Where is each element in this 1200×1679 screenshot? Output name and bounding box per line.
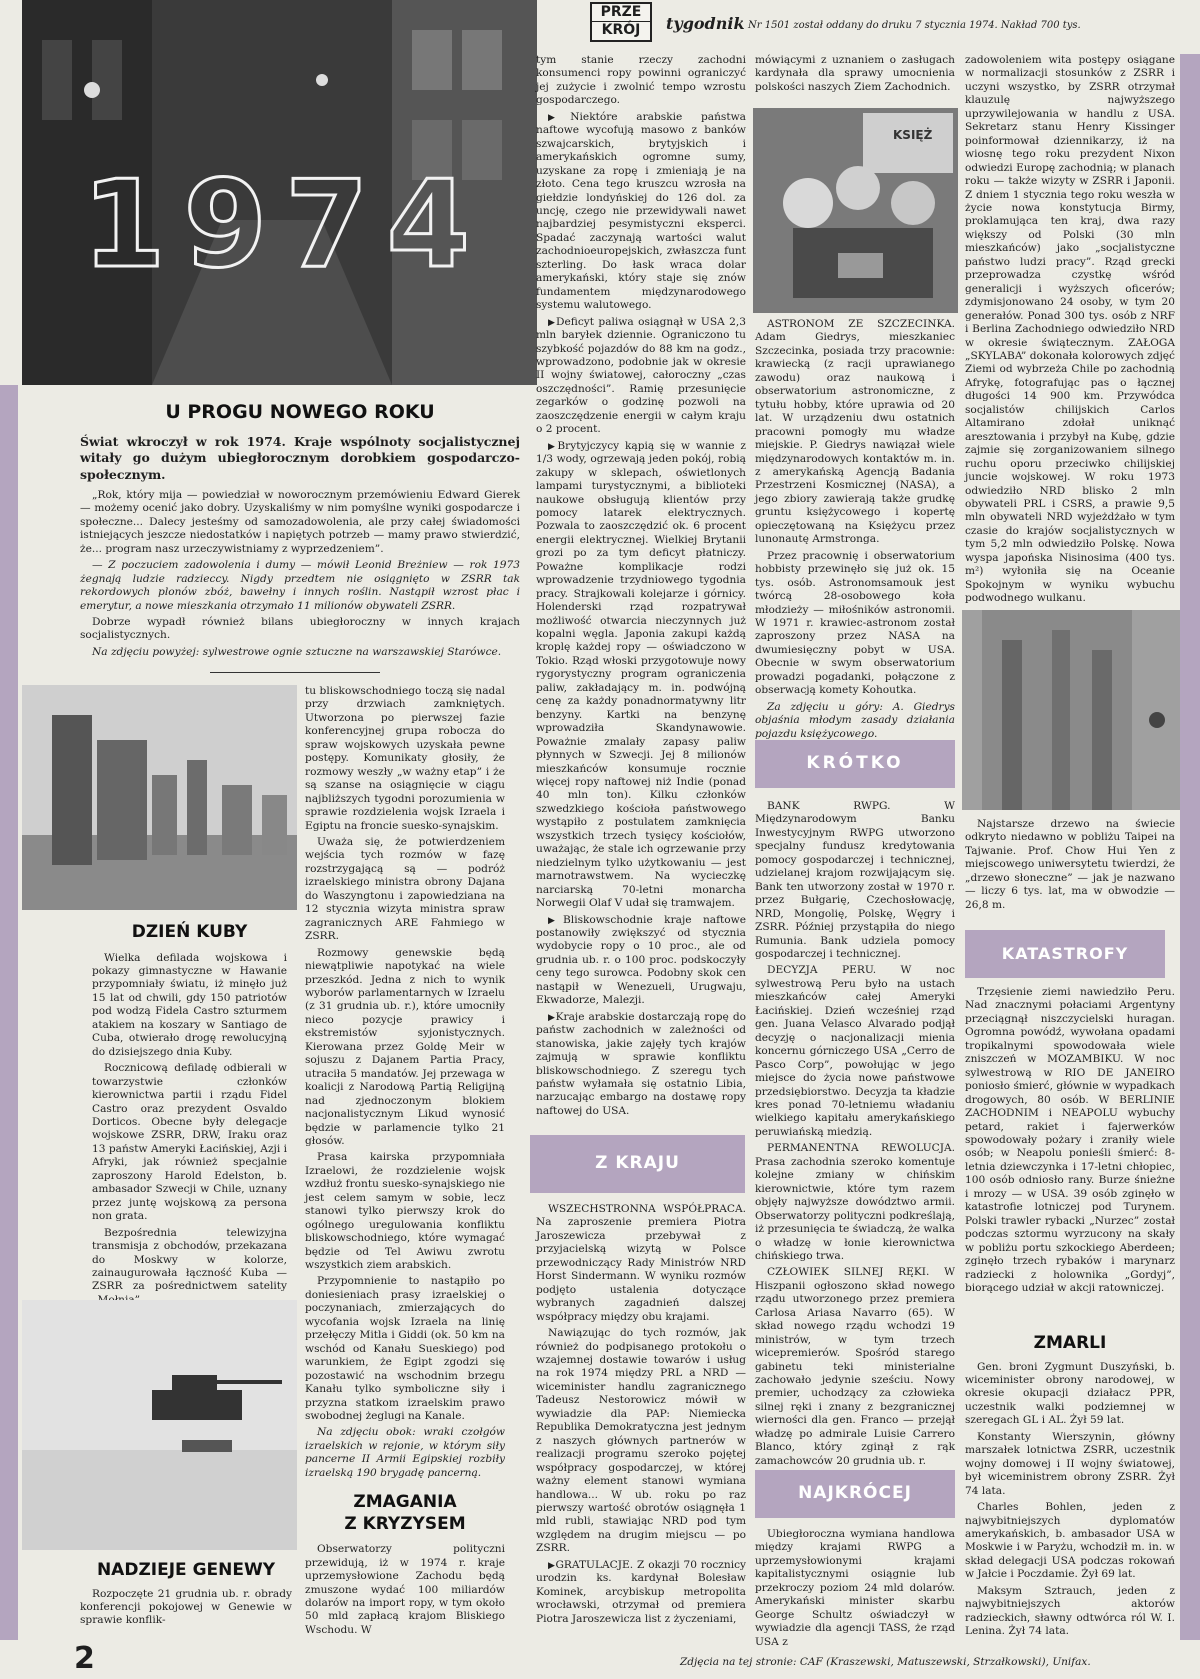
photo-fireworks-1974 <box>22 0 537 385</box>
z-kraju <box>536 1203 746 1640</box>
katastrofy <box>965 986 1175 1326</box>
zmarli-p1: Gen. broni Zygmunt Duszyński, b. wiceminister obrony narodowej, w okresie okupacji działacz PPR, uczestnik walki podziemnej w szeregach GL i AL. Żył 59 lat. <box>965 1360 1175 1427</box>
photo-havana <box>22 685 297 910</box>
krotko-label: KRÓTKO <box>806 753 904 774</box>
astronom-ze-szczecinka <box>755 318 955 740</box>
issue-line: Nr 1501 został oddany do druku 7 stycznia 1974. Nakład 700 tys. <box>748 20 1081 31</box>
main-article-title: U PROGU NOWEGO ROKU <box>165 401 435 423</box>
krotko-p4: CZŁOWIEK SILNEJ RĘKI. W Hiszpanii ogłoszono skład nowego rządu utworzonego przez premiera Carlosa Ariasa Navarro (65). W skład nowego rządu wchodzi 19 ministrów, w tym trzech wicepremierów. Spośród starego gabinetu teki ministerialne zachowało jedynie sześciu. Nowy premier, uchodzący za człowieka silnej ręki i znany z bezgranicznej wierności dla gen. Franco — przejął władzę po admirale Luisie Carrero Blanco, który zginął z rąk zamachowców 20 grudnia ub. r. <box>755 1266 955 1467</box>
katastrofy-band <box>965 930 1165 978</box>
krotko-p3: PERMANENTNA REWOLUCJA. Prasa zachodnia szeroko komentuje kolejne zmiany w chińskim kierownictwie, które tym razem objęły najwyższe dowództwo armii. Obserwatorzy polityczni podkreślają, iż przesunięcia te świadczą, że walka o władzę w łonie kierownictwa chińskiego trwa. <box>755 1142 955 1262</box>
masthead <box>540 0 1200 46</box>
page-number: 2 <box>74 1641 95 1676</box>
geneva-p2: Uważa się, że potwierdzeniem wejścia tych rozmów w fazę rozstrzygającą są — podróż izraelskiego ministra obrony Dajana do Waszyngtonu i zapowiedziana na 12 stycznia wizyta ministra spraw zagranicznych ARE Fahmiego w ZSRR. <box>305 835 505 943</box>
najkrocej-band <box>755 1470 955 1518</box>
geneva-p5: Przypomnienie to nastąpiło po doniesieniach prasy izraelskiej o poczynaniach, zmierzających do wycofania wojsk Izraela na linię przełęczy Mitla i Giddi (ok. 50 km na wschód od Kanału Sueskiego) pod warunkiem, że Egipt zgodzi się pozostawić na wschodnim brzegu Kanału tylko symboliczne siły i przyzna statkom izraelskim prawo swobodnej żeglugi na Kanale. <box>305 1275 505 1423</box>
col4-p2: ASTRONOM ZE SZCZECINKA. Adam Giedrys, mieszkaniec Szczecinka, posiada trzy pracownie: krawiecką (z racji uprawianego zawodu) oraz naukową i obserwatorium astronomiczne, z tytułu hobby, które uprawia od 20 lat. W urządzeniu dwu ostatnich pracowni pomogły mu władze miejskie. P. Giedrys nawiązał wiele międzynarodowych kontaktów m. in. z amerykańską Agencją Badania Przestrzeni Kosmicznej (NASA), a jego zbiory zawierają także grudkę gruntu księżycowego i kopertę opieczętowaną na Księżycu przez lunonautę Armstronga. <box>755 318 955 546</box>
najkrocej-label: NAJKRÓCEJ <box>798 1483 912 1504</box>
katastrofy-p1: Trzęsienie ziemi nawiedziło Peru. Nad znacznymi połaciami Argentyny przeciągnął niszczycielski huragan. Ogromna powódź, wywołana opadami tropikalnymi spowodowała wiele zniszczeń w MOZAMBIKU. W noc sylwestrową w RIO DE JANEIRO poniosło śmierć, głównie w wypadkach drogowych, 80 osób. W BERLINIE ZACHODNIM i NEAPOLU wybuchy petard, rakiet i fajerwerków spowodowały pożary i zraniły wiele osób; w Neapolu ponieśli śmierć: 8-letnia dziewczynka i 17-letni chłopiec, 100 osób odniosło rany. Burze śnieżne i mrozy — w USA. 39 osób zginęło w katastrofie lotniczej pod Turynem. Polski trawler rybacki „Nurzec” został podczas sztormu wyrzucony na skały w pobliżu portu szkockiego Aberdeen; zginęło trzech rybaków i marynarz radziecki z holownika „Gordyj”, biorącego udział w akcji ratowniczej. <box>965 986 1175 1294</box>
col3-p2: ▶ Niektóre arabskie państwa naftowe wycofują masowo z banków szwajcarskich, brytyjskich i amerykańskich ogromne sumy, uzyskane za ropę i zmieniają je na złoto. Cena tego kruszcu wzrosła na giełdzie londyńskiej do 126 dol. za uncję, czego nie przewidywali nawet najbardziej pesymistyczni eksperci. Spadać zaczynają wartości walut zachodnioeuropejskich, zwłaszcza funt szterling. Do łask wraca dolar amerykański, który staje się znów fundamentem międzynarodowego systemu walutowego. <box>536 111 746 313</box>
z-kraju-label: Z KRAJU <box>595 1153 680 1174</box>
tree-caption <box>965 818 1175 930</box>
tank-image <box>22 1300 297 1550</box>
photo-ancient-tree <box>962 610 1180 810</box>
fireworks-digits: 1974 <box>82 156 488 295</box>
col5-p1: zadowoleniem wita postępy osiągane w normalizacji stosunków z ZSRR i uczyni wszystko, by ZSRR otrzymał klauzulę najwyższego uprzywilejowania w handlu z USA. Sekretarz stanu Henry Kissinger poinformował dziennikarzy, iż na wiosnę tego roku prezydent Nixon odwiedzi Europę zachodnią; w planach roku — także wizyty w ZSRR i Japonii. Z dniem 1 stycznia tego roku weszła w życie nowa konstytucja Birmy, proklamująca ten kraj, dwa razy większy od Polski (30 mln mieszkańców) jako „socjalistyczne państwo ludzi pracy”. Rząd grecki przeprowadza czystkę wśród generalicji i wyższych oficerów; zdymisjonowano 24 osoby, w tym 20 generałów. Ponad 300 tys. osób z NRF i Berlina Zachodniego odwiedziło NRD w okresie świątecznym. ZAŁOGA „SKYLABA” dokonała kolorowych zdjęć Ziemi od wybrzeża Chile po zachodnią Afrykę, fotografując pas o łącznej długości 14 900 km. Przywódca socjalistów chilijskich Carlos Altamirano zdołał uniknąć aresztowania i przybył na Kubę, gdzie zajmie się zorganizowaniem silnego ruchu oporu przeciwko chilijskiej juncie wojskowej. W roku 1973 odwiedziło NRD blisko 2 mln obywateli PRL i CSRS, a prawie 9,5 mln obywateli NRD wyjeżdżało w tym czasie do krajów socjalistycznych w tym 5,2 mln odwiedziło Polskę. Nowa wyspa japońska Nisinosima (400 tys. m²) wyłoniła się na Oceanie Spokojnym w wyniku wybuchu podwodnego wulkanu. <box>965 54 1175 605</box>
zmagania-title-1: ZMAGANIA <box>353 1492 457 1512</box>
krotko-p1: BANK RWPG. W Międzynarodowym Banku Inwestycyjnym RWPG utworzono specjalny fundusz kredytowania pomocy gospodarczej i technicznej, udzielanej krajom rozwijającym się. Bank ten utworzony został w 1970 r. przez Bułgarię, Czechosłowację, NRD, Mongolię, Polskę, Węgry i ZSRR. Później przystąpiła do niego Rumunia. Bank udziela pomocy gospodarczej i technicznej. <box>755 800 955 960</box>
zmagania-z-kryzysem <box>305 1492 505 1640</box>
przekroj-logo <box>590 2 652 42</box>
tree-caption-text: Najstarsze drzewo na świecie odkryto niedawno w pobliżu Taipei na Tajwanie. Prof. Chow Hui Yen z miejscowego uniwersytetu twierdzi, że „drzewo słoneczne” — jak je nazwano — liczy 6 tys. lat, ma w obwodzie — 26,8 m. <box>965 818 1175 911</box>
z-kraju-p1: WSZECHSTRONNA WSPÓŁPRACA. Na zaproszenie premiera Piotra Jaroszewicza przebywał z przyjacielską wizytą w Polsce przewodniczący Rady Ministrów NRD Horst Sindermann. W wyniku rozmów podjęto ustalenia dotyczące wybranych zagadnień dalszej współpracy między obu krajami. <box>536 1203 746 1323</box>
zmarli-p2: Konstanty Wierszynin, główny marszałek lotnictwa ZSRR, uczestnik wojny domowej i II wojny światowej, był wiceministrem obrony ZSRR. Żył 74 lata. <box>965 1430 1175 1497</box>
zmarli-p3: Charles Bohlen, jeden z najwybitniejszych dyplomatów amerykańskich, b. ambasador USA w Moskwie i w Paryżu, wchodził m. in. w skład delegacji USA podczas rokowań w Jałcie i Poczdamie. Żył 69 lat. <box>965 1501 1175 1581</box>
nadzieje-p1: Rozpoczęte 21 grudnia ub. r. obrady konferencji pokojowej w Genewie w sprawie konflik- <box>80 1587 292 1627</box>
photo-astronomer <box>753 108 958 313</box>
najkrocej <box>755 1528 955 1648</box>
geneva-p4: Prasa kairska przypomniała Izraelowi, że rozdzielenie wojsk wzdłuż frontu suesko-synajskiego nie jest celem samym w sobie, lecz stanowi tylko pierwszy krok do ogólnego uregulowania konfliktu bliskowschodniego, które wymagać będzie od Tel Awiwu zwrotu wszystkich ziem arabskich. <box>305 1151 505 1272</box>
zmarli <box>965 1333 1175 1640</box>
z-kraju-band <box>530 1135 745 1193</box>
photo-credits: Zdjęcia na tej stronie: CAF (Kraszewski, Matuszewski, Strzałkowski), Unifax. <box>680 1656 1091 1668</box>
col3-p5: ▶ Bliskowschodnie kraje naftowe postanowiły zwiększyć od stycznia wydobycie ropy o 10 proc., ale od grudnia ub. r. o 100 proc. podskoczyły ceny tego surowca. Podobny skok cen nastąpił w Wenezueli, Urugwaju, Ekwadorze, Malezji. <box>536 914 746 1008</box>
main-article-p2: — Z poczuciem zadowolenia i dumy — mówił Leonid Breżniew — rok 1973 żegnają ludzie radzieccy. Nigdy przedtem nie osiągnięto w ZSRR tak rekordowych plonów zbóż, bawełny i innych roślin. Nastąpił wzrost płac i emerytur, a nowe mieszkania otrzymało 11 milionów obywateli ZSRR. <box>80 559 520 612</box>
geneva-p1: tu bliskowschodniego toczą się nadal przy drzwiach zamkniętych. Utworzona po pierwszej fazie konferencyjnej grupa robocza do spraw wojskowych uzyskała pewne postępy. Komunikaty głosiły, że rozmowy weszły „w ważny etap” i że są szanse na osiągnięcie w ciągu najbliższych tygodni porozumienia w sprawie rozdzielenia wojsk Izraela i Egiptu na froncie suesko-synajskim. <box>305 685 505 832</box>
dzien-kuby-p1: Wielka defilada wojskowa i pokazy gimnastyczne w Hawanie przypomniały światu, iż minęło już 15 lat od chwili, gdy 150 patriotów pod wodzą Fidela Castro szturmem atakiem na koszary w Santiago de Cuba, otwierało drogę rewolucyjną do dzisiejszego dnia Kuby. <box>92 951 287 1058</box>
logo-bottom: KRÓJ <box>592 21 650 39</box>
havana-skyline-image <box>22 685 297 910</box>
tree-image <box>962 610 1180 810</box>
dzien-kuby-title: DZIEŃ KUBY <box>131 922 248 942</box>
z-kraju-p3: ▶ GRATULACJE. Z okazji 70 rocznicy urodzin ks. kardynał Bolesław Kominek, arcybiskup metropolita wrocławski, otrzymał od premiera Piotra Jaroszewicza list z życzeniami, <box>536 1559 746 1626</box>
zmagania-p1: Obserwatorzy polityczni przewidują, iż w 1974 r. kraje uprzemysłowione Zachodu będą zmuszone wydać 100 miliardów dolarów na import ropy, w tym około 50 mld zapłacą krajom Bliskiego Wschodu. W <box>305 1543 505 1636</box>
zmarli-title: ZMARLI <box>1033 1333 1107 1353</box>
dzien-kuby-p3: Bezpośrednia telewizyjna transmisja z obchodów, przekazana do Moskwy w kolorze, zainaugurowała łączność Kuba — ZSRR za pośrednictwem satelity <box>92 1226 287 1293</box>
dzien-kuby-p2: Rocznicową defiladę odbierali w towarzystwie członków kierownictwa partii i rządu Fidel Castro oraz prezydent Osvaldo Dorticos. Obecne były delegacje wojskowe ZSRR, DRW, Iraku oraz 13 państw Ameryki Łacińskiej, Azji i Afryki, jak również specjalnie zaproszony Harold Edelston, b. ambasador Szwecji w Chile, uznany przez juntę wojskową za persona non grata. <box>92 1062 287 1223</box>
nadzieje-genewy <box>80 1560 292 1640</box>
col4-caption: Za zdjęciu u góry: A. Giedrys objaśnia młodym zasady działania pojazdu księżycowego. <box>755 700 955 740</box>
main-article-lead: Świat wkroczył w rok 1974. Kraje wspólnoty socjalistycznej witały go dużym ubiegłorocznym dorobkiem gospodarczo-społecznym. <box>80 434 520 482</box>
photo-sign-text: KSIĘŻ <box>893 128 933 142</box>
geneva-continuation <box>305 685 505 1485</box>
zmagania-title-2: Z KRYZYSEM <box>344 1513 466 1534</box>
geneva-caption: Na zdjęciu obok: wraki czołgów izraelskich w rejonie, w którym siły pancerne II Armii Egipskiej rozbiły izraelską 190 brygadę pancerną. <box>305 1426 505 1479</box>
krotko <box>755 800 955 1465</box>
main-article-p3: Dobrze wypadł również bilans ubiegłoroczny w innych krajach socjalistycznych. <box>80 615 520 642</box>
left-purple-margin <box>0 385 18 1640</box>
photo-tank-wreck <box>22 1300 297 1550</box>
col3-p6: ▶ Kraje arabskie dostarczają ropę do państw zachodnich w zależności od stanowiska, jakie zajęły tych krajów zajmują w sprawie konfliktu bliskowschodniego. Z szeregu tych państw wyłamała się ostatnio Libia, narzucając embargo na dostawę ropy naftowej do USA. <box>536 1011 746 1119</box>
col3-p4: ▶ Brytyjczycy kąpią się w wannie z 1/3 wody, ogrzewają jeden pokój, robią zakupy w sklepach, oświetlonych lampami turystycznymi, a biblioteki naukowe obsługują klientów przy pomocy latarek elektrycznych. Pozwala to zaoszczędzić ok. 6 procent energii elektrycznej. Wielkiej Brytanii grozi po za tym deficyt płatniczy. Poważne komplikacje rodzi wprowadzenie trzydniowego tygodnia pracy. Strajkowali kolejarze i górnicy. Holenderski rząd rozpatrywał możliwość otwarcia nieczynnych już kopalni węgla. Japonia zakupi każdą kroplę każdej ropy — oświadczono w Tokio. Rząd włoski przygotowuje nowy rygorystyczny program ograniczenia paliw, zakładający m. in. podwójną cenę za każdy ponadnormatywny litr benzyny. Kartki na benzynę wprowadziła Skandynawowie. Poważnie zmalały zapasy paliw płynnych w Szwecji. Jej 8 milionów mieszkańców konsumuje rocznie więcej ropy naftowej niż Indie (ponad 40 mln ton). Kilku członków szwedzkiego kościoła państwowego wystąpiło z postulatem zamknięcia wszystkich trzech tysięcy kościołów, uważając, że stale ich ogrzewanie przy niedzielnym tylko użytkowaniu — jest marnotrawstwem. Na wycieczkę narciarską 70-letni monarcha Norwegii Olaf V udał się tramwajem. <box>536 440 746 911</box>
col5-news <box>965 54 1175 604</box>
krotko-p2: DECYZJA PERU. W noc sylwestrową Peru było na ustach mieszkańców całej Ameryki Łacińskiej. Dzień wcześniej rząd gen. Juana Velasco Alvarado podjął decyzję o nacjonalizacji mienia koncernu górniczego USA „Cerro de Pasco Corp”, powołując w jego miejsce do życia nowe państwowe przedsiębiorstwo. Decyzja ta kładzie kres ponad 70-letniemu władaniu wielkiego kapitału amerykańskiego peruwiańską miedzią. <box>755 964 955 1138</box>
crisis-column <box>536 54 746 1129</box>
divider-rule <box>210 672 380 673</box>
tygodnik-label: tygodnik <box>666 14 745 33</box>
col4-p3: Przez pracownię i obserwatorium hobbisty przewinęło się już ok. 15 tys. osób. Astronomsamouk jest twórcą 28-osobowego koła młodzieży — miłośników astronomii. W 1971 r. krawiec-astronom został zaproszony przez NASA na dwumiesięczny pobyt w USA. Obecnie w swym obserwatorium prowadzi pogadanki, połączone z obserwacją komety Kohoutka. <box>755 549 955 697</box>
nadzieje-title: NADZIEJE GENEWY <box>96 1560 276 1580</box>
col4-top <box>755 54 955 104</box>
geneva-p3: Rozmowy genewskie będą niewątpliwie napotykać na wiele przeszkód. Jedna z nich to wynik wyborów parlamentarnych w Izraelu (z 31 grudnia ub. r.), które umocniły nieco pozycje prawicy i ekstremistów syjonistycznych. Kierowana przez Goldę Meir w sojuszu z Dajanem Partia Pracy, utraciła 5 mandatów. Jej przewaga w koalicji z Narodową Partią Religijną nad zjednoczonym blokiem nacjonalistycznym Likud wynosić będzie w parlamencie tylko 21 głosów. <box>305 946 505 1147</box>
col4-p1: mówiącymi z uznaniem o zasługach kardynała dla sprawy umocnienia polskości naszych Ziem Zachodnich. <box>755 54 955 93</box>
col3-p1: tym stanie rzeczy zachodni konsumenci ropy powinni ograniczyć jej zużycie i zwolnić tempo wzrostu gospodarczego. <box>536 54 746 107</box>
main-article-caption: Na zdjęciu powyżej: sylwestrowe ognie sztuczne na warszawskiej Starówce. <box>92 645 502 658</box>
right-purple-margin <box>1180 54 1200 1640</box>
z-kraju-p2: Nawiązując do tych rozmów, jak również do podpisanego protokołu o wzajemnej dostawie towarów i usług na rok 1974 między PRL a NRD — wiceminister handlu zagranicznego Tadeusz Nestorowicz mówił w wywiadzie dla PAP: Niemiecka Republika Demokratyczna jest jednym z naszych głównych partnerów w realizacji programu szeroko pojętej współpracy gospodarczej, w której ważny element stanowi wymiana handlowa... W ub. roku po raz pierwszy wartość obrotów osiągnęła 1 mld rubli, stawiając NRD pod tym względem na drugim miejscu — po ZSRR. <box>536 1327 746 1555</box>
logo-top: PRZE <box>600 4 642 20</box>
najkrocej-p1: Ubiegłoroczna wymiana handlowa między krajami RWPG a uprzemysłowionymi krajami kapitalistycznymi osiągnie lub przekroczy poziom 24 mld dolarów. Amerykański minister skarbu George Schultz oświadczył w wywiadzie dla agencji TASS, że rząd USA z <box>755 1528 955 1648</box>
main-article <box>80 400 520 665</box>
katastrofy-label: KATASTROFY <box>1001 943 1129 963</box>
col3-p3: ▶ Deficyt paliwa osiągnął w USA 2,3 mln baryłek dziennie. Ograniczono tu szybkość pojazdów do 88 km na godz., wprowadzono, podobnie jak w okresie II wojny światowej, całoroczny „czas oszczędności”. Ramię przesunięcie zegarków o godzinę pozwoli na zaoszczędzenie energii w całym kraju o 2 procent. <box>536 316 746 437</box>
krotko-band <box>755 740 955 788</box>
main-article-p1: „Rok, który mija — powiedział w noworocznym przemówieniu Edward Gierek — możemy ocenić jako dobry. Uzyskaliśmy w nim pomyślne wyniki gospodarcze i społeczne... Dalecy jesteśmy od samozadowolenia, ale przy całej świadomości istniejących jeszcze niedostatków i napiętych potrzeb — mamy prawo stwierdzić, że... program nasz urzeczywistniamy z wyprzedzeniem”. <box>80 488 520 555</box>
zmarli-p4: Maksym Sztrauch, jeden z najwybitniejszych aktorów radzieckich, sławny odtwórca ról W. I. Lenina. Żył 74 lata. <box>965 1584 1175 1638</box>
